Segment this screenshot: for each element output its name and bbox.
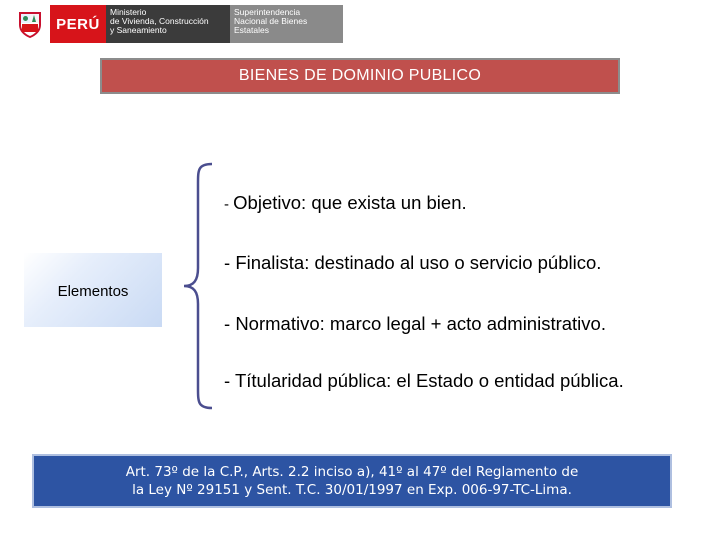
ministry-line: de Vivienda, Construcción — [110, 16, 209, 26]
legal-reference-box — [32, 454, 672, 508]
logo-agency — [230, 5, 343, 43]
logo-ministry — [106, 5, 230, 43]
logo-peru: PERÚ — [50, 5, 106, 43]
agency-line: Nacional de Bienes — [234, 16, 308, 26]
agency-line: Superintendencia — [234, 7, 301, 17]
item-dash: - — [224, 313, 236, 334]
item-text: Objetivo: que exista un bien. — [233, 192, 467, 213]
item-dash: - — [224, 370, 235, 391]
title-banner — [100, 58, 620, 94]
header-logo — [10, 5, 343, 43]
elementos-label: Elementos — [57, 283, 129, 300]
agency-line: Estatales — [234, 25, 269, 35]
item-dash: - — [224, 252, 236, 273]
item-text: Títularidad pública: el Estado o entidad pública. — [234, 370, 624, 391]
ministry-line: Ministerio — [110, 7, 147, 17]
reference-line: la Ley Nº 29151 y Sent. T.C. 30/01/1997 en Exp. 006-97-TC-Lima. — [132, 482, 572, 498]
list-item-objetivo — [224, 192, 467, 214]
page-title: BIENES DE DOMINIO PUBLICO — [238, 67, 482, 84]
list-item-finalista — [224, 252, 601, 274]
ministry-line: y Saneamiento — [110, 25, 167, 35]
coat-of-arms-icon — [10, 5, 50, 43]
list-item-normativo — [224, 313, 606, 335]
curly-brace-icon — [180, 160, 220, 412]
elementos-box — [24, 253, 162, 327]
reference-line: Art. 73º de la C.P., Arts. 2.2 inciso a), 41º al 47º del Reglamento de — [125, 464, 579, 480]
item-text: Normativo: marco legal + acto administrativo. — [235, 313, 606, 334]
list-item-titularidad — [224, 370, 624, 392]
item-dash: - — [224, 196, 234, 213]
item-text: Finalista: destinado al uso o servicio público. — [235, 252, 602, 273]
